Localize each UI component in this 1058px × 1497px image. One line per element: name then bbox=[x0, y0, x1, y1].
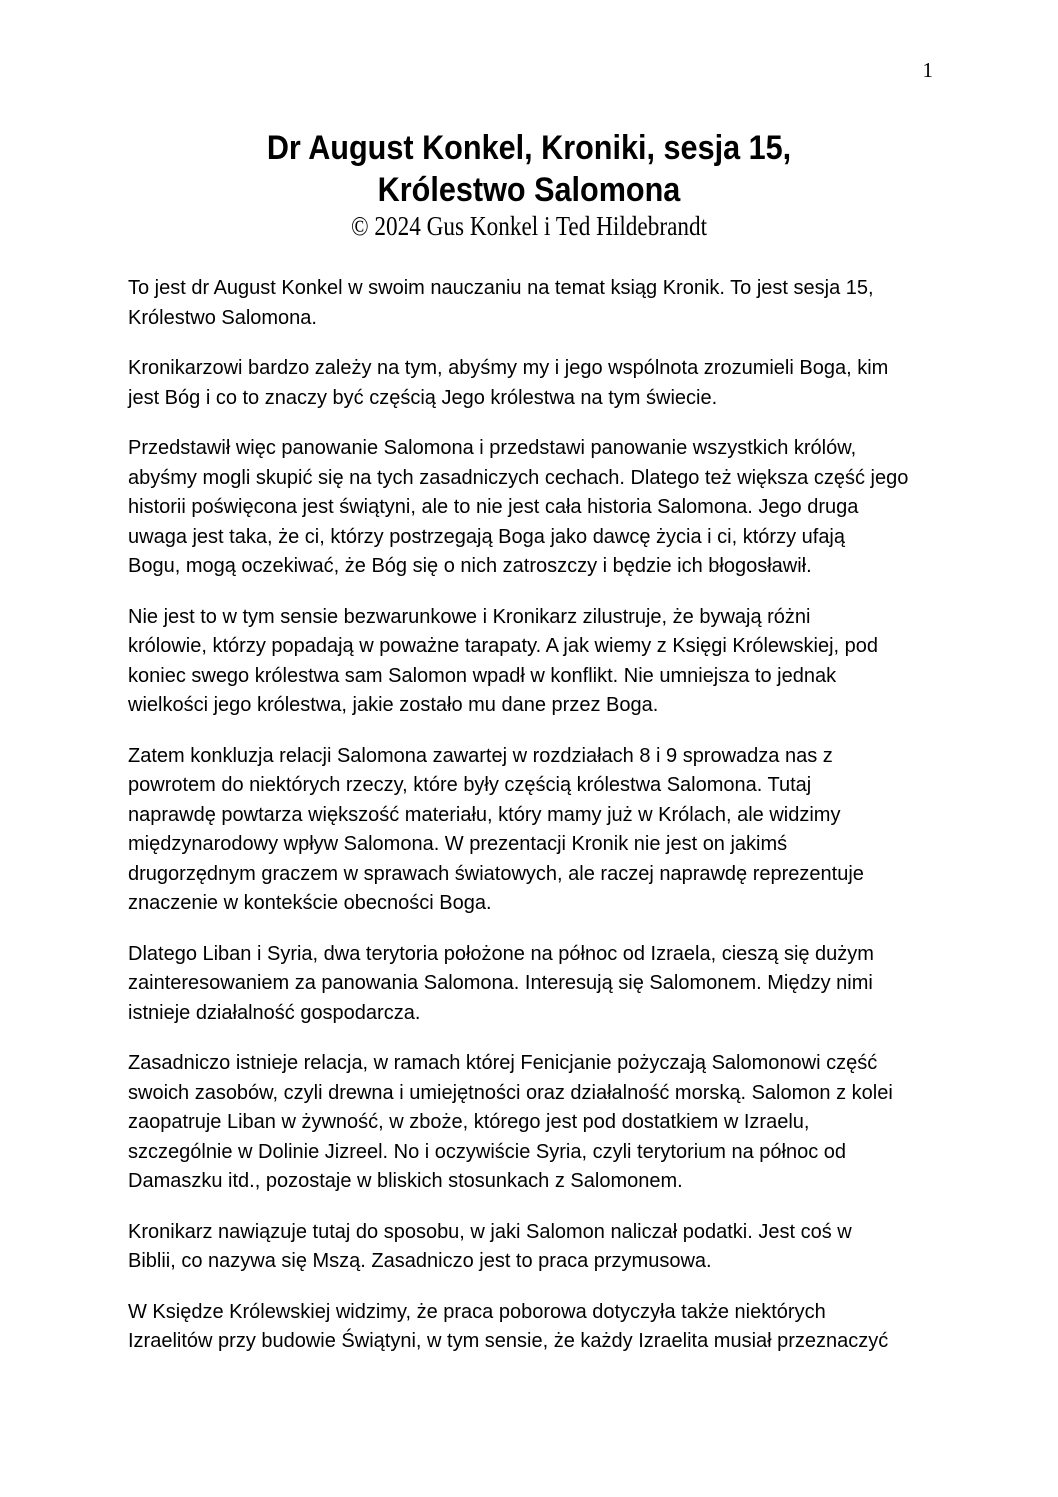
text-line: uwaga jest taka, że ci, którzy postrzegają Boga jako dawcę życia i ci, którzy ufają bbox=[128, 525, 846, 548]
text-line: naprawdę powtarza większość materiału, który mamy już w Królach, ale widzimy bbox=[128, 803, 841, 826]
document-body bbox=[128, 274, 934, 1357]
text-line: Damaszku itd., pozostaje w bliskich stosunkach z Salomonem. bbox=[128, 1170, 683, 1192]
paragraph-8 bbox=[128, 1218, 934, 1277]
text-line: zainteresowaniem za panowania Salomona. Interesują się Salomonem. Między nimi bbox=[128, 972, 873, 994]
text-line: historii poświęcona jest świątyni, ale to nie jest cała historia Salomona. Jego druga bbox=[128, 496, 859, 518]
text-line: To jest dr August Konkel w swoim nauczaniu na temat ksiąg Kronik. To jest sesja 15, bbox=[128, 277, 874, 299]
paragraph-3 bbox=[128, 434, 934, 582]
text-line: zaopatruje Liban w żywność, w zboże, którego jest pod dostatkiem w Izraelu, bbox=[128, 1111, 810, 1133]
document-header bbox=[0, 0, 1058, 241]
document-title-line-2: Królestwo Salomona bbox=[377, 171, 681, 209]
text-line: Bogu, mogą oczekiwać, że Bóg się o nich zatroszczy i będzie ich błogosławił. bbox=[128, 555, 812, 577]
text-line: istnieje działalność gospodarcza. bbox=[128, 1001, 421, 1024]
text-line: Izraelitów przy budowie Świątyni, w tym sensie, że każdy Izraelita musiał przeznaczyć bbox=[128, 1330, 889, 1352]
paragraph-9 bbox=[128, 1298, 934, 1357]
text-line: abyśmy mogli skupić się na tych zasadniczych cechach. Dlatego też większa część jego bbox=[128, 466, 909, 489]
paragraph-1 bbox=[128, 274, 934, 333]
text-line: jest Bóg i co to znaczy być częścią Jego królestwa na tym świecie. bbox=[128, 386, 718, 409]
paragraph-5 bbox=[128, 742, 934, 919]
text-line: W Księdze Królewskiej widzimy, że praca poborowa dotyczyła także niektórych bbox=[128, 1300, 826, 1323]
paragraph-7 bbox=[128, 1049, 934, 1197]
text-line: Kronikarz nawiązuje tutaj do sposobu, w jaki Salomon naliczał podatki. Jest coś w bbox=[128, 1220, 852, 1243]
text-line: swoich zasobów, czyli drewna i umiejętności oraz działalność morską. Salomon z kolei bbox=[128, 1081, 893, 1104]
text-line: powrotem do niektórych rzeczy, które były częścią królestwa Salomona. Tutaj bbox=[128, 774, 812, 796]
text-line: Nie jest to w tym sensie bezwarunkowe i Kronikarz zilustruje, że bywają różni bbox=[128, 605, 811, 628]
text-line: Kronikarzowi bardzo zależy na tym, abyśmy my i jego wspólnota zrozumieli Boga, kim bbox=[128, 357, 889, 379]
paragraph-4 bbox=[128, 603, 934, 721]
document-title-line-1: Dr August Konkel, Kroniki, sesja 15, bbox=[266, 129, 792, 167]
text-line: Zasadniczo istnieje relacja, w ramach której Fenicjanie pożyczają Salomonowi część bbox=[128, 1052, 878, 1074]
text-line: królowie, którzy popadają w poważne tarapaty. A jak wiemy z Księgi Królewskiej, pod bbox=[128, 635, 878, 657]
text-line: szczególnie w Dolinie Jizreel. No i oczywiście Syria, czyli terytorium na północ od bbox=[128, 1140, 847, 1163]
text-line: Królestwo Salomona. bbox=[128, 306, 317, 329]
text-line: drugorzędnym graczem w sprawach światowych, ale raczej naprawdę reprezentuje bbox=[128, 862, 864, 885]
paragraph-2 bbox=[128, 354, 934, 413]
text-line: wielkości jego królestwa, jakie zostało mu dane przez Boga. bbox=[128, 694, 659, 716]
paragraph-6 bbox=[128, 940, 934, 1029]
text-line: Zatem konkluzja relacji Salomona zawartej w rozdziałach 8 i 9 sprowadza nas z bbox=[128, 744, 833, 767]
text-line: Dlatego Liban i Syria, dwa terytoria położone na północ od Izraela, cieszą się dużym bbox=[128, 942, 874, 965]
text-line: koniec swego królestwa sam Salomon wpadł w konflikt. Nie umniejsza to jednak bbox=[128, 664, 837, 687]
text-line: Biblii, co nazywa się Mszą. Zasadniczo jest to praca przymusowa. bbox=[128, 1250, 712, 1272]
copyright-line: © 2024 Gus Konkel i Ted Hildebrandt bbox=[350, 211, 708, 241]
page-number: 1 bbox=[922, 58, 933, 82]
text-line: Przedstawił więc panowanie Salomona i przedstawi panowanie wszystkich królów, bbox=[128, 437, 857, 459]
text-line: znaczenie w kontekście obecności Boga. bbox=[128, 892, 492, 914]
text-line: międzynarodowy wpływ Salomona. W prezentacji Kronik nie jest on jakimś bbox=[128, 833, 788, 855]
